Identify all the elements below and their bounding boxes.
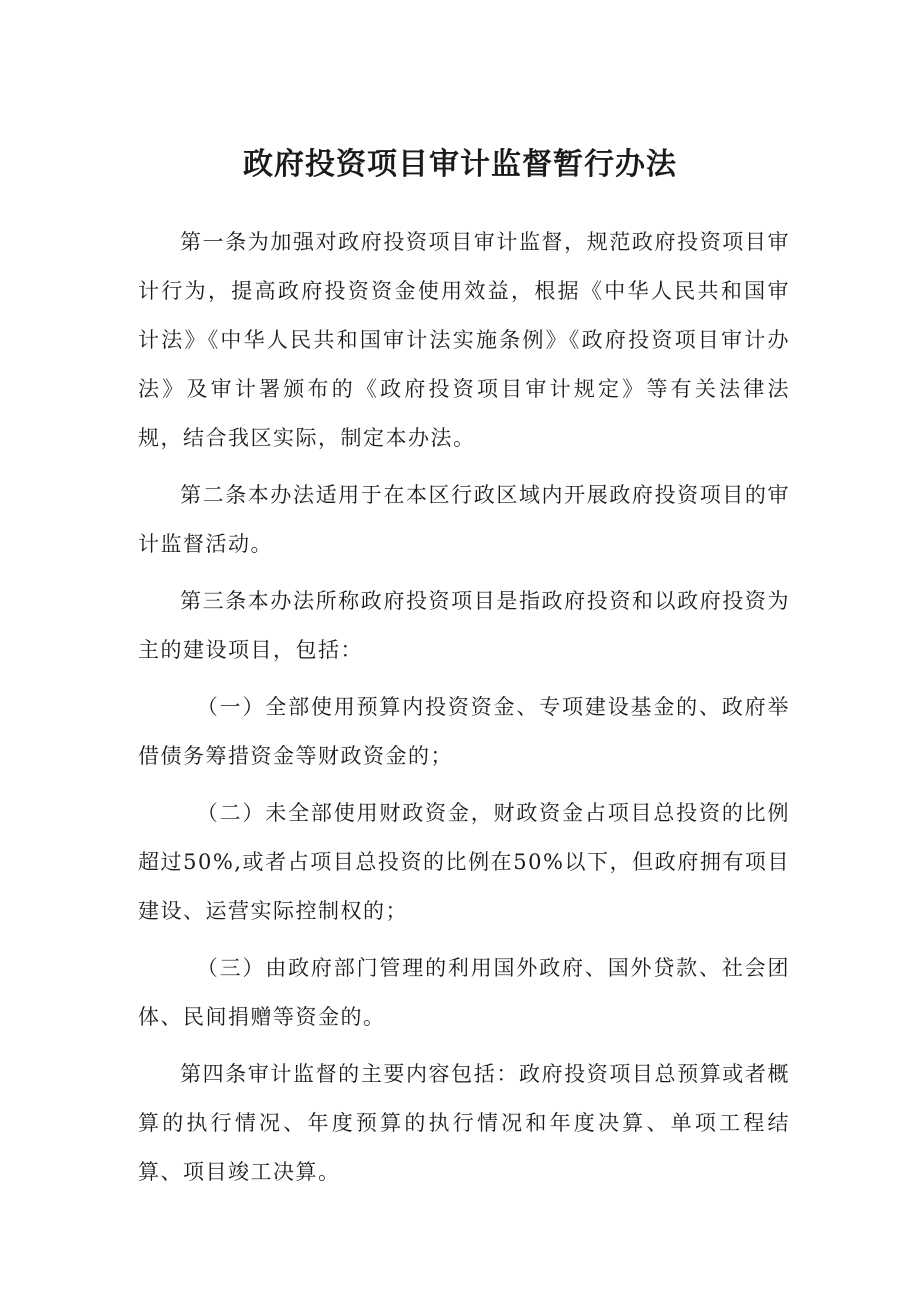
document-title: 政府投资项目审计监督暂行办法 [243, 147, 677, 182]
article-3-item-2: （二）未全部使用财政资金，财政资金占项目总投资的比例超过50%,或者占项目总投资的比例在50%以下，但政府拥有项目建设、运营实际控制权的； [138, 801, 790, 923]
article-3-item-3: （三）由政府部门管理的利用国外政府、国外贷款、社会团体、民间捐赠等资金的。 [138, 956, 790, 1029]
article-3-paragraph: 第三条本办法所称政府投资项目是指政府投资和以政府投资为主的建设项目，包括： [138, 589, 790, 662]
article-3-item-1: （一）全部使用预算内投资资金、专项建设基金的、政府举借债务筹措资金等财政资金的； [138, 695, 790, 768]
article-2-paragraph: 第二条本办法适用于在本区行政区域内开展政府投资项目的审计监督活动。 [138, 483, 790, 556]
article-1-paragraph: 第一条为加强对政府投资项目审计监督，规范政府投资项目审计行为，提高政府投资资金使用效益，根据《中华人民共和国审计法》《中华人民共和国审计法实施条例》《政府投资项目审计办法》及审计署颁布的《政府投资项目审计规定》等有关法律法规，结合我区实际，制定本办法。 [138, 230, 790, 450]
document-body [138, 218, 790, 1205]
article-4-paragraph: 第四条审计监督的主要内容包括：政府投资项目总预算或者概算的执行情况、年度预算的执行情况和年度决算、单项工程结算、项目竣工决算。 [138, 1062, 790, 1184]
